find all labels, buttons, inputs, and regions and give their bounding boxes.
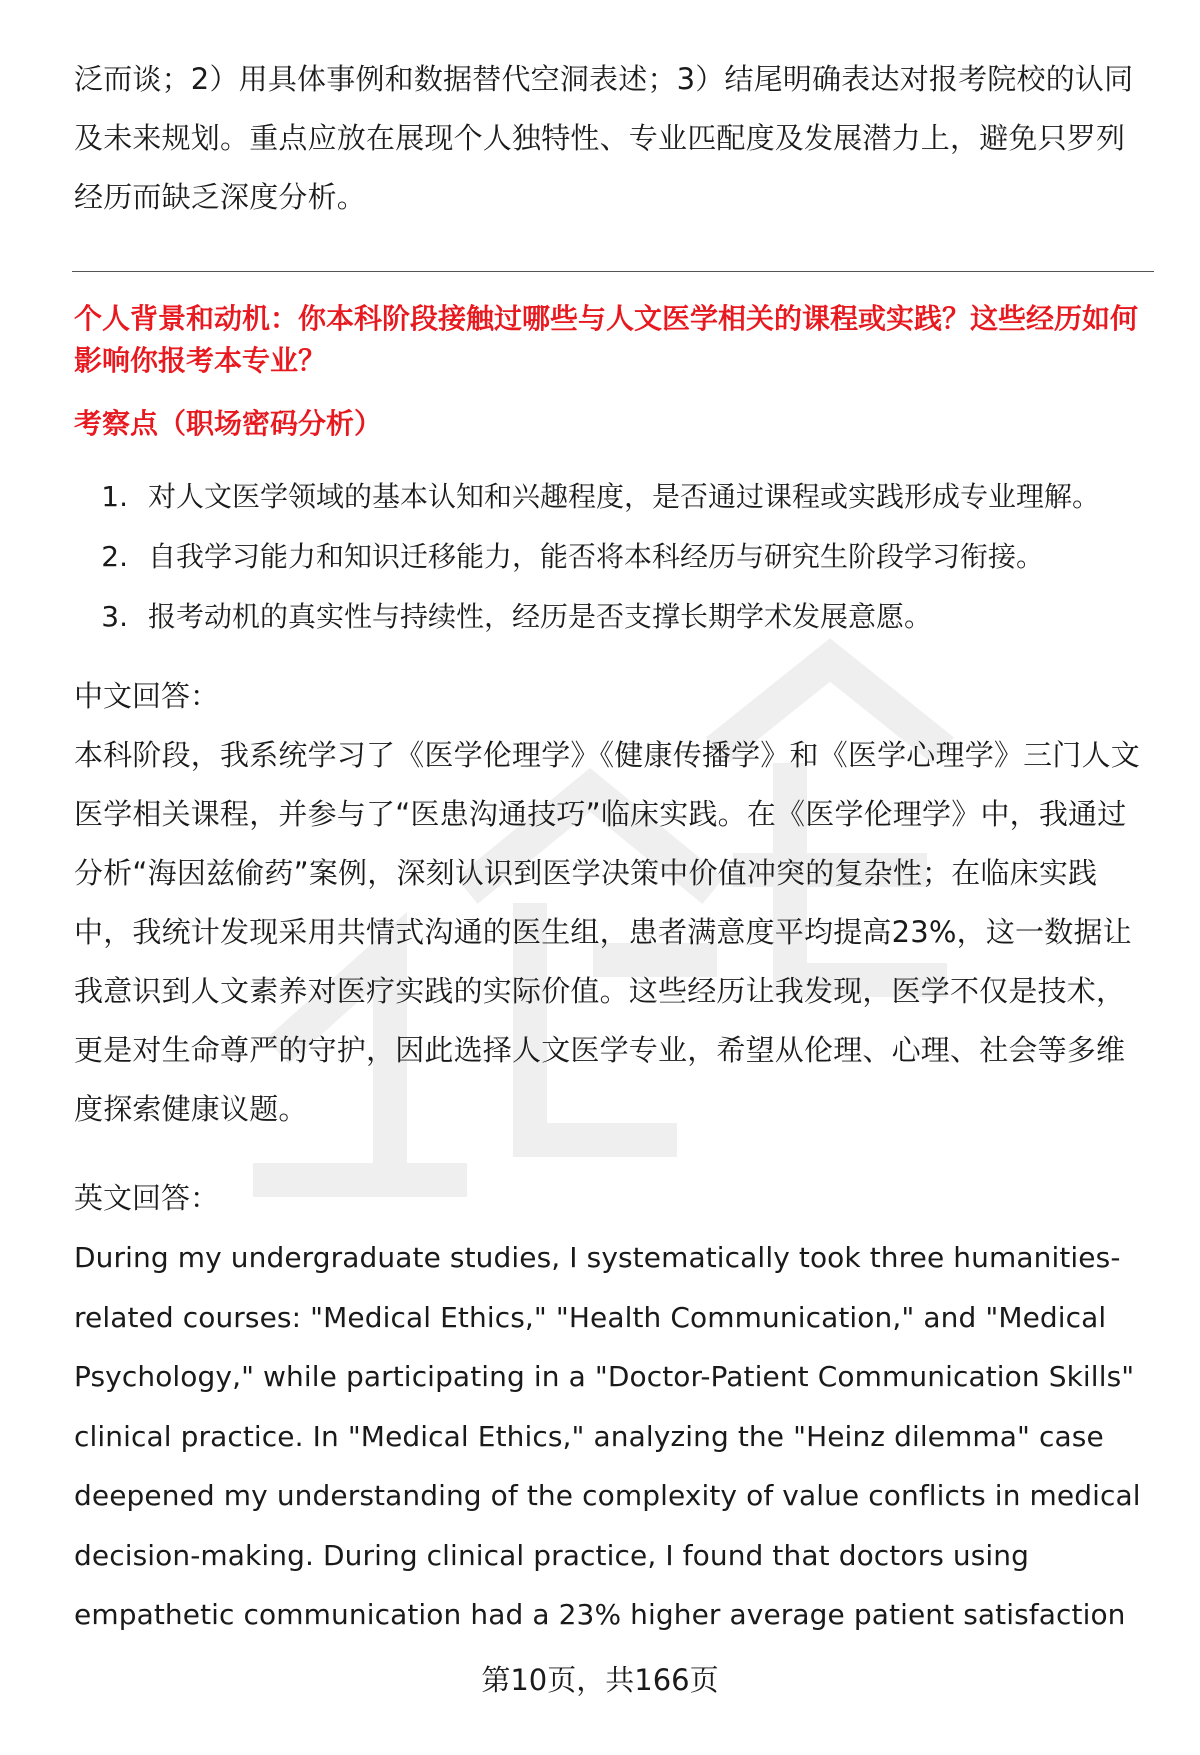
list-item-text: 自我学习能力和知识迁移能力，能否将本科经历与研究生阶段学习衔接。 <box>148 540 1045 573</box>
english-answer-label: 英文回答： <box>74 1181 220 1215</box>
page-number: 第10页，共166页 <box>481 1663 719 1697</box>
chinese-answer-text: 本科阶段，我系统学习了《医学伦理学》《健康传播学》和《医学心理学》三门人文医学相关课程，并参与了“医患沟通技巧”临床实践。在《医学伦理学》中，我通过分析“海因兹偷药”案例，深刻认识到医学决策中价值冲突的复杂性；在临床实践中，我统计发现采用共情式沟通的医生组，患者满意度平均提高23%，这一数据让我意识到人文素养对医疗实践的实际价值。这些经历让我发现，医学不仅是技术，更是对生命尊严的守护，因此选择人文医学专业，希望从伦理、心理、社会等多维度探索健康议题。 <box>74 738 1140 1126</box>
list-item-text: 报考动机的真实性与持续性，经历是否支撑长期学术发展意愿。 <box>148 600 933 633</box>
intro-paragraph: 泛而谈；2）用具体事例和数据替代空洞表述；3）结尾明确表达对报考院校的认同及未来规划。重点应放在展现个人独特性、专业匹配度及发展潜力上，避免只罗列经历而缺乏深度分析。 <box>74 62 1134 214</box>
assessment-heading: 考察点（职场密码分析） <box>74 407 383 440</box>
question-title: 个人背景和动机：你本科阶段接触过哪些与人文医学相关的课程或实践？这些经历如何影响你报考本专业？ <box>74 302 1139 377</box>
list-item <box>74 587 1154 647</box>
list-item <box>74 527 1154 587</box>
english-answer-text: During my undergraduate studies, I systematically took three humanities-related courses: "Medical Ethics," "Health Communication," and "Medical Psychology," while participating in a "Doctor-Patient Communication Skills" clinical practice. In "Medical Ethics," analyzing the "Heinz dilemma" case deepened my understanding of the complexity of value conflicts in medical decision-making. During clinical practice, I found that doctors using empathetic communication had a 23% higher average patient satisfaction <box>74 1241 1141 1631</box>
assessment-list <box>74 467 1154 647</box>
list-item-text: 对人文医学领域的基本认知和兴趣程度，是否通过课程或实践形成专业理解。 <box>148 480 1101 513</box>
list-item <box>74 467 1154 527</box>
list-item-number: 1. <box>101 480 128 513</box>
chinese-answer-label: 中文回答： <box>74 679 220 713</box>
list-item-number: 3. <box>101 600 128 633</box>
document-content <box>74 50 1154 1645</box>
section-divider <box>72 271 1154 272</box>
list-item-number: 2. <box>101 540 128 573</box>
